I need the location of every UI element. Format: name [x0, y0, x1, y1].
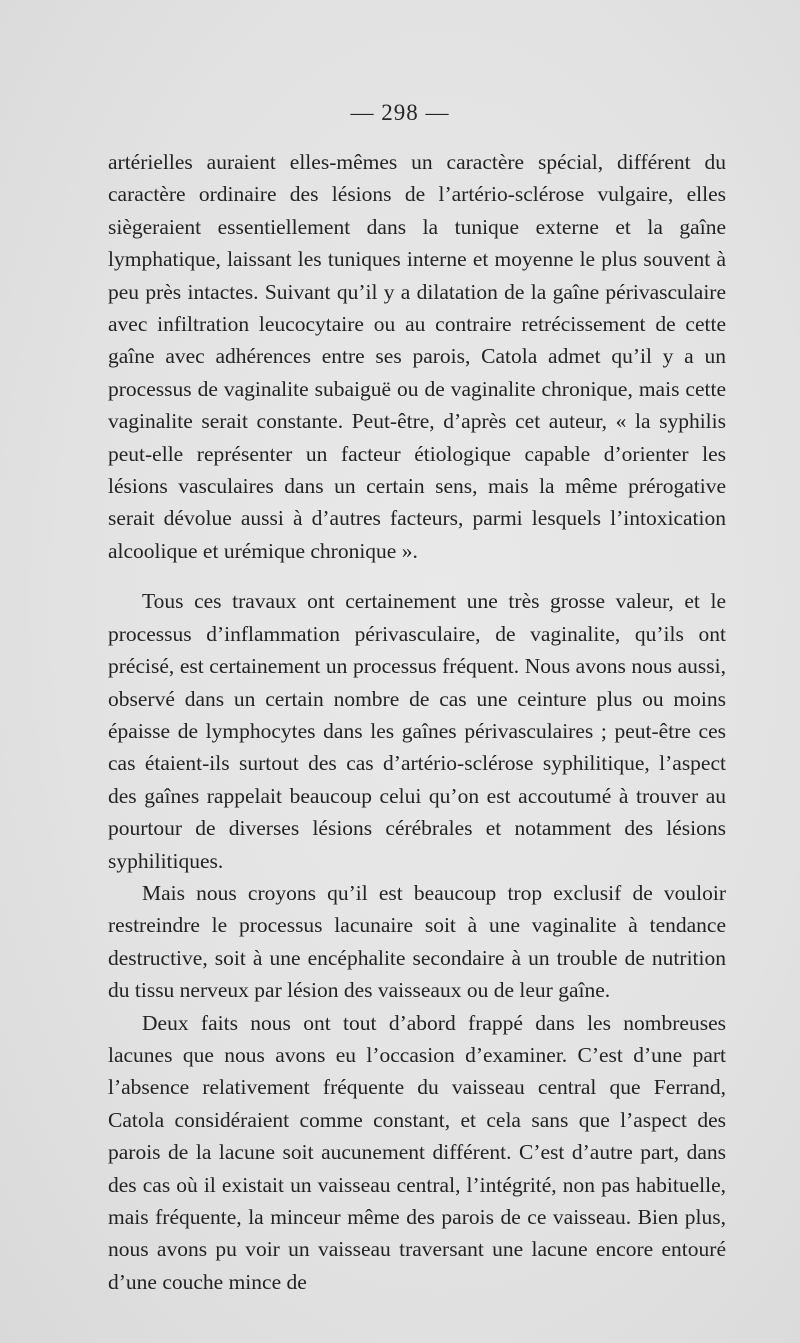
- paragraph-1: artérielles auraient elles-mêmes un caractère spécial, différent du caractère ordinaire des lésions de l’artério-sclérose vulgaire, elles siègeraient essentiellement dans la tunique externe et la gaîne lymphatique, laissant les tuniques interne et moyenne le plus souvent à peu près intactes. Suivant qu’il y a dilatation de la gaîne périvasculaire avec infiltration leucocytaire ou au contraire retrécissement de cette gaîne avec adhérences entre ses parois, Catola admet qu’il y a un processus de vaginalite subaiguë ou de vaginalite chronique, mais cette vaginalite serait constante. Peut-être, d’après cet auteur, « la syphilis peut-elle représenter un facteur étiologique capable d’orienter les lésions vasculaires dans un certain sens, mais la même prérogative serait dévolue aussi à d’autres facteurs, parmi lesquels l’intoxication alcoolique et urémique chronique ».: [108, 150, 726, 563]
- paragraph-2: Tous ces travaux ont certainement une très grosse valeur, et le processus d’inflammation périvasculaire, de vaginalite, qu’ils ont précisé, est certainement un processus fréquent. Nous avons nous aussi, observé dans un certain nombre de cas une ceinture plus ou moins épaisse de lymphocytes dans les gaînes périvasculaires ; peut-être ces cas étaient-ils surtout des cas d’artério-sclérose syphilitique, l’aspect des gaînes rappelait beaucoup celui qu’on est accoutumé à trouver au pourtour de diverses lésions cérébrales et notamment des lésions syphilitiques.: [108, 589, 726, 873]
- paragraph-3: Mais nous croyons qu’il est beaucoup trop exclusif de vouloir restreindre le processus lacunaire soit à une vaginalite à tendance destructive, soit à une encéphalite secondaire à un trouble de nutrition du tissu nerveux par lésion des vaisseaux ou de leur gaîne.: [108, 880, 726, 1003]
- paragraph-4: Deux faits nous ont tout d’abord frappé dans les nombreuses lacunes que nous avons eu l’occasion d’examiner. C’est d’une part l’absence relativement fréquente du vaisseau central que Ferrand, Catola considéraient comme constant, et cela sans que l’aspect des parois de la lacune soit aucunement différent. C’est d’autre part, dans des cas où il existait un vaisseau central, l’intégrité, non pas habituelle, mais fréquente, la minceur même des parois de ce vaisseau. Bien plus, nous avons pu voir un vaisseau traversant une lacune encore entouré d’une couche mince de: [108, 1010, 726, 1294]
- body-text: [108, 146, 726, 1298]
- page-number: — 298 —: [350, 100, 450, 125]
